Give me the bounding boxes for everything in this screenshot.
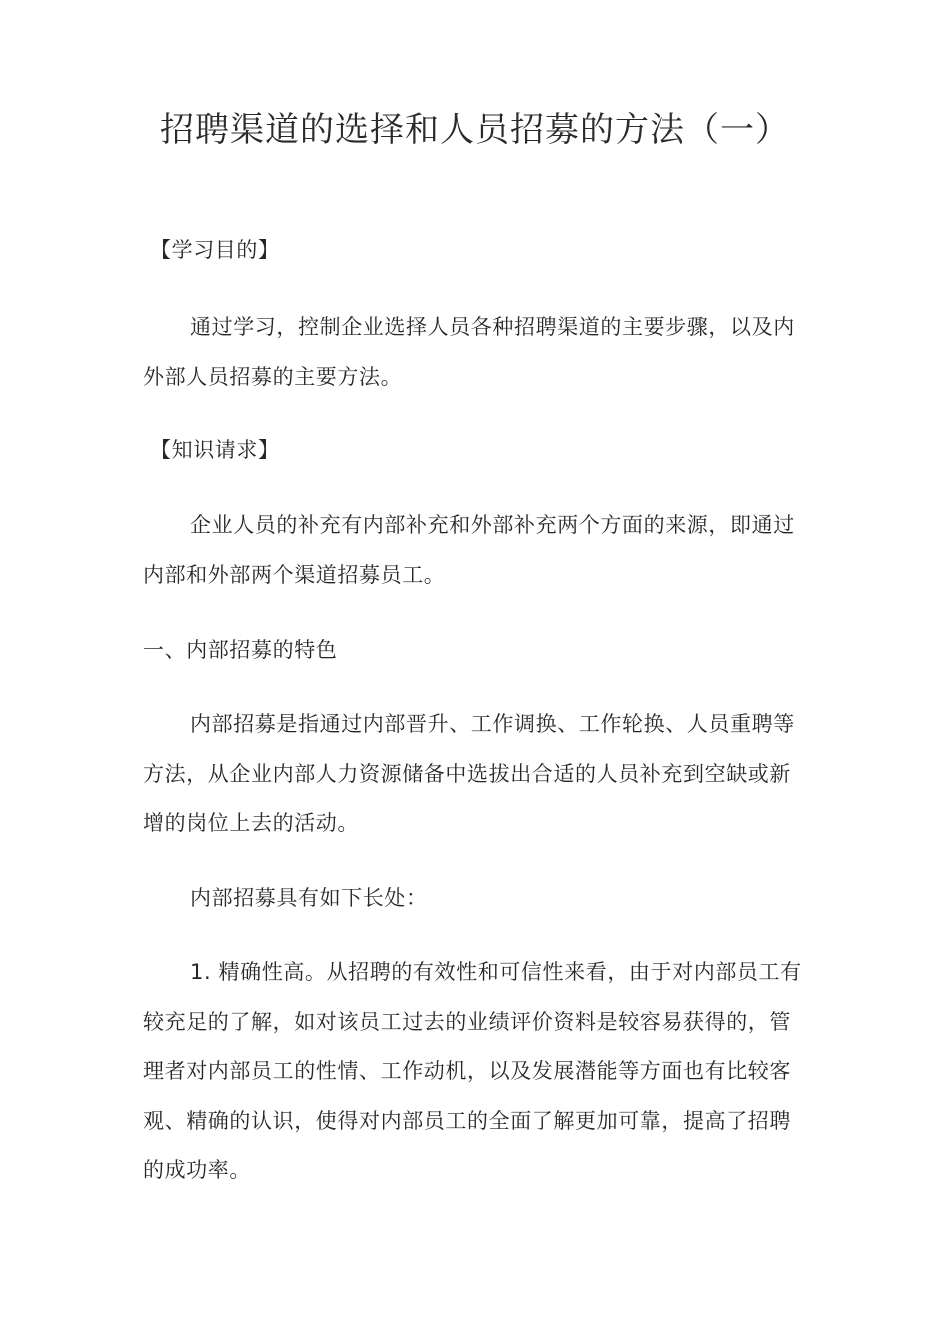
section-heading-objective: 【学习目的】: [150, 238, 280, 262]
paragraph-objective: 通过学习，控制企业选择人员各种招聘渠道的主要步骤，以及内外部人员招募的主要方法。: [143, 315, 795, 389]
advantage-1-text: 精确性高。从招聘的有效性和可信性来看，由于对内部员工有较充足的了解，如对该员工过去的业绩评价资料是较容易获得的，管理者对内部员工的性情、工作动机，以及发展潜能等方面也有比较客观、精确的认识，使得对内部员工的全面了解更加可靠，提高了招聘的成功率。: [143, 960, 802, 1182]
paragraph-advantage-1: [143, 948, 803, 1196]
document-title: 招聘渠道的选择和人员招募的方法（一）: [160, 110, 790, 150]
paragraph-internal-definition: 内部招募是指通过内部晋升、工作调换、工作轮换、人员重聘等方法，从企业内部人力资源储备中选拔出合适的人员补充到空缺或新增的岗位上去的活动。: [143, 712, 795, 835]
section-heading-knowledge: 【知识请求】: [150, 438, 280, 462]
paragraph-knowledge: 企业人员的补充有内部补充和外部补充两个方面的来源，即通过内部和外部两个渠道招募员工。: [143, 513, 795, 587]
list-number: 1.: [190, 960, 212, 984]
section-heading-internal-recruitment: 一、内部招募的特色: [143, 638, 338, 662]
paragraph-advantages-intro: 内部招募具有如下长处：: [190, 886, 428, 910]
